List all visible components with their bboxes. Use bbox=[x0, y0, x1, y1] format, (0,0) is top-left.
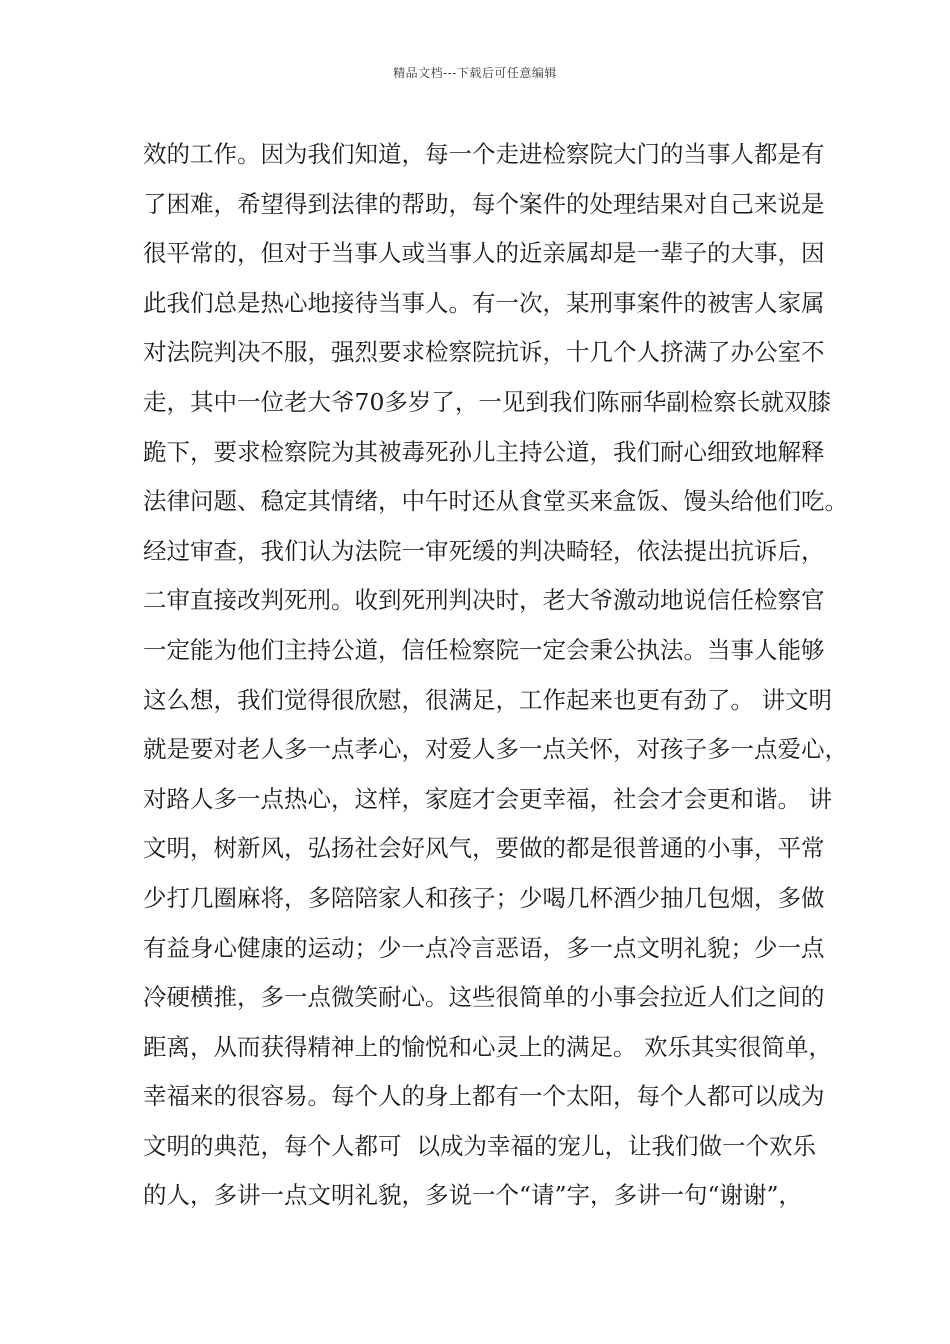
text-line: 对法院判决不服，强烈要求检察院抗诉，十几个人挤满了办公室不 bbox=[143, 338, 825, 367]
text-line: 这么想，我们觉得很欣慰，很满足，工作起来也更有劲了。 讲文明 bbox=[143, 685, 832, 714]
text-line: 此我们总是热心地接待当事人。有一次，某刑事案件的被害人家属 bbox=[143, 288, 825, 317]
text-line: 二审直接改判死刑。收到死刑判决时，老大爷激动地说信任检察官 bbox=[143, 586, 825, 615]
text-line: 跪下，要求检察院为其被毒死孙儿主持公道，我们耐心细致地解释 bbox=[143, 437, 825, 466]
text-line: 距离，从而获得精神上的愉悦和心灵上的满足。 欢乐其实很简单， bbox=[143, 1032, 832, 1061]
text-line: 了困难，希望得到法律的帮助，每个案件的处理结果对自己来说是 bbox=[143, 189, 825, 218]
text-line: 很平常的，但对于当事人或当事人的近亲属却是一辈子的大事，因 bbox=[143, 239, 825, 268]
text-line: 少打几圈麻将，多陪陪家人和孩子；少喝几杯酒少抽几包烟，多做 bbox=[143, 883, 825, 912]
text-line: 经过审查，我们认为法院一审死缓的判决畸轻，依法提出抗诉后， bbox=[143, 536, 825, 565]
text-line: 有益身心健康的运动；少一点冷言恶语，多一点文明礼貌；少一点 bbox=[143, 933, 825, 962]
text-line: 文明，树新风，弘扬社会好风气，要做的都是很普通的小事，平常 bbox=[143, 834, 825, 863]
text-line: 就是要对老人多一点孝心，对爱人多一点关怀，对孩子多一点爱心， bbox=[143, 735, 848, 764]
text-line: 幸福来的很容易。每个人的身上都有一个太阳，每个人都可以成为 bbox=[143, 1082, 825, 1111]
text-line: 冷硬横推，多一点微笑耐心。这些很简单的小事会拉近人们之间的 bbox=[143, 983, 825, 1012]
text-line: 的人，多讲一点文明礼貌，多说一个“请”字，多讲一句“谢谢”， bbox=[143, 1181, 803, 1210]
text-line: 文明的典范，每个人都可 以成为幸福的宠儿，让我们做一个欢乐 bbox=[143, 1131, 816, 1160]
body-text bbox=[143, 130, 848, 1221]
text-line: 走，其中一位老大爷70多岁了，一见到我们陈丽华副检察长就双膝 bbox=[143, 387, 831, 416]
text-line: 对路人多一点热心，这样，家庭才会更幸福，社会才会更和谐。 讲 bbox=[143, 784, 832, 813]
text-line: 效的工作。因为我们知道，每一个走进检察院大门的当事人都是有 bbox=[143, 140, 825, 168]
text-line: 法律问题、稳定其情绪，中午时还从食堂买来盒饭、馒头给他们吃。 bbox=[143, 487, 848, 516]
text-line: 一定能为他们主持公道，信任检察院一定会秉公执法。当事人能够 bbox=[143, 635, 825, 664]
page-header: 精品文档---下载后可任意编辑 bbox=[393, 66, 557, 80]
